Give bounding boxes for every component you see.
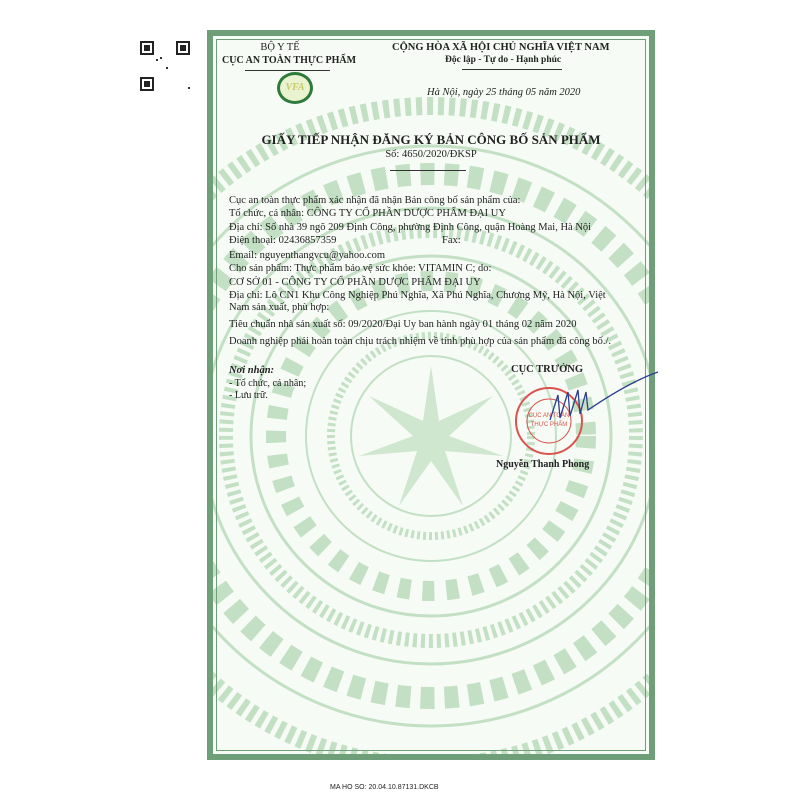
signer-name: Nguyễn Thanh Phong	[496, 459, 590, 470]
body-line: Doanh nghiệp phải hoàn toàn chịu trách nhiệm về tính phù hợp của sản phẩm đã công bố./.	[229, 336, 611, 347]
body-line: Nam sản xuất, phù hợp:	[229, 302, 330, 313]
divider	[462, 69, 562, 70]
vfa-logo: VFA	[277, 72, 313, 104]
country-name: CỘNG HÒA XÃ HỘI CHỦ NGHĨA VIỆT NAM	[392, 42, 610, 53]
divider	[390, 170, 466, 171]
qr-code	[140, 41, 190, 91]
recipient-item: - Tổ chức, cá nhân;	[229, 378, 307, 389]
body-line: Tổ chức, cá nhân: CÔNG TY CỔ PHẦN DƯỢC PHẨM ĐẠI UY	[229, 208, 506, 219]
signer-title: CỤC TRƯỞNG	[511, 364, 584, 375]
body-line: Tiêu chuẩn nhà sản xuất số: 09/2020/Đại Uy ban hành ngày 01 tháng 02 năm 2020	[229, 319, 577, 330]
ministry-name: BỘ Y TẾ	[260, 42, 300, 53]
fax-label: Fax:	[442, 235, 461, 246]
body-line: Địa chỉ: Lô CN1 Khu Công Nghiệp Phú Nghĩa, Xã Phú Nghĩa, Chương Mỹ, Hà Nội, Việt	[229, 290, 606, 301]
recipients-heading: Nơi nhận:	[229, 365, 275, 376]
dossier-code: MA HO SO: 20.04.10.87131.DKCB	[330, 784, 439, 791]
body-line: Email: nguyenthangvcu@yahoo.com	[229, 250, 386, 261]
motto: Độc lập - Tự do - Hạnh phúc	[445, 55, 562, 65]
divider	[245, 70, 330, 71]
body-line: Điện thoại: 02436857359	[229, 235, 337, 246]
svg-text:THỰC PHẨM: THỰC PHẨM	[530, 422, 568, 428]
body-line: Địa chỉ: Số nhà 39 ngõ 209 Định Công, phường Định Công, quận Hoàng Mai, Hà Nội	[229, 222, 592, 233]
svg-text:CỤC AN TOÀN: CỤC AN TOÀN	[528, 413, 570, 419]
body-line: Cục an toàn thực phẩm xác nhận đã nhận Bản công bố sản phẩm của:	[229, 195, 521, 206]
body-line: Cho sản phẩm: Thực phẩm bảo vệ sức khỏe: VITAMIN C; do:	[229, 263, 492, 274]
document-title: GIẤY TIẾP NHẬN ĐĂNG KÝ BẢN CÔNG BỐ SẢN PHẨM	[261, 132, 601, 147]
issue-date: Hà Nội, ngày 25 tháng 05 năm 2020	[427, 87, 581, 98]
signature-scribble	[540, 370, 660, 430]
body-line: CƠ SỞ 01 - CÔNG TY CỔ PHẦN DƯỢC PHẨM ĐẠI UY	[229, 277, 481, 288]
agency-name: CỤC AN TOÀN THỰC PHẨM	[222, 55, 357, 66]
document-number: Số: 4650/2020/ĐKSP	[385, 149, 477, 160]
recipient-item: - Lưu trữ.	[229, 390, 268, 401]
